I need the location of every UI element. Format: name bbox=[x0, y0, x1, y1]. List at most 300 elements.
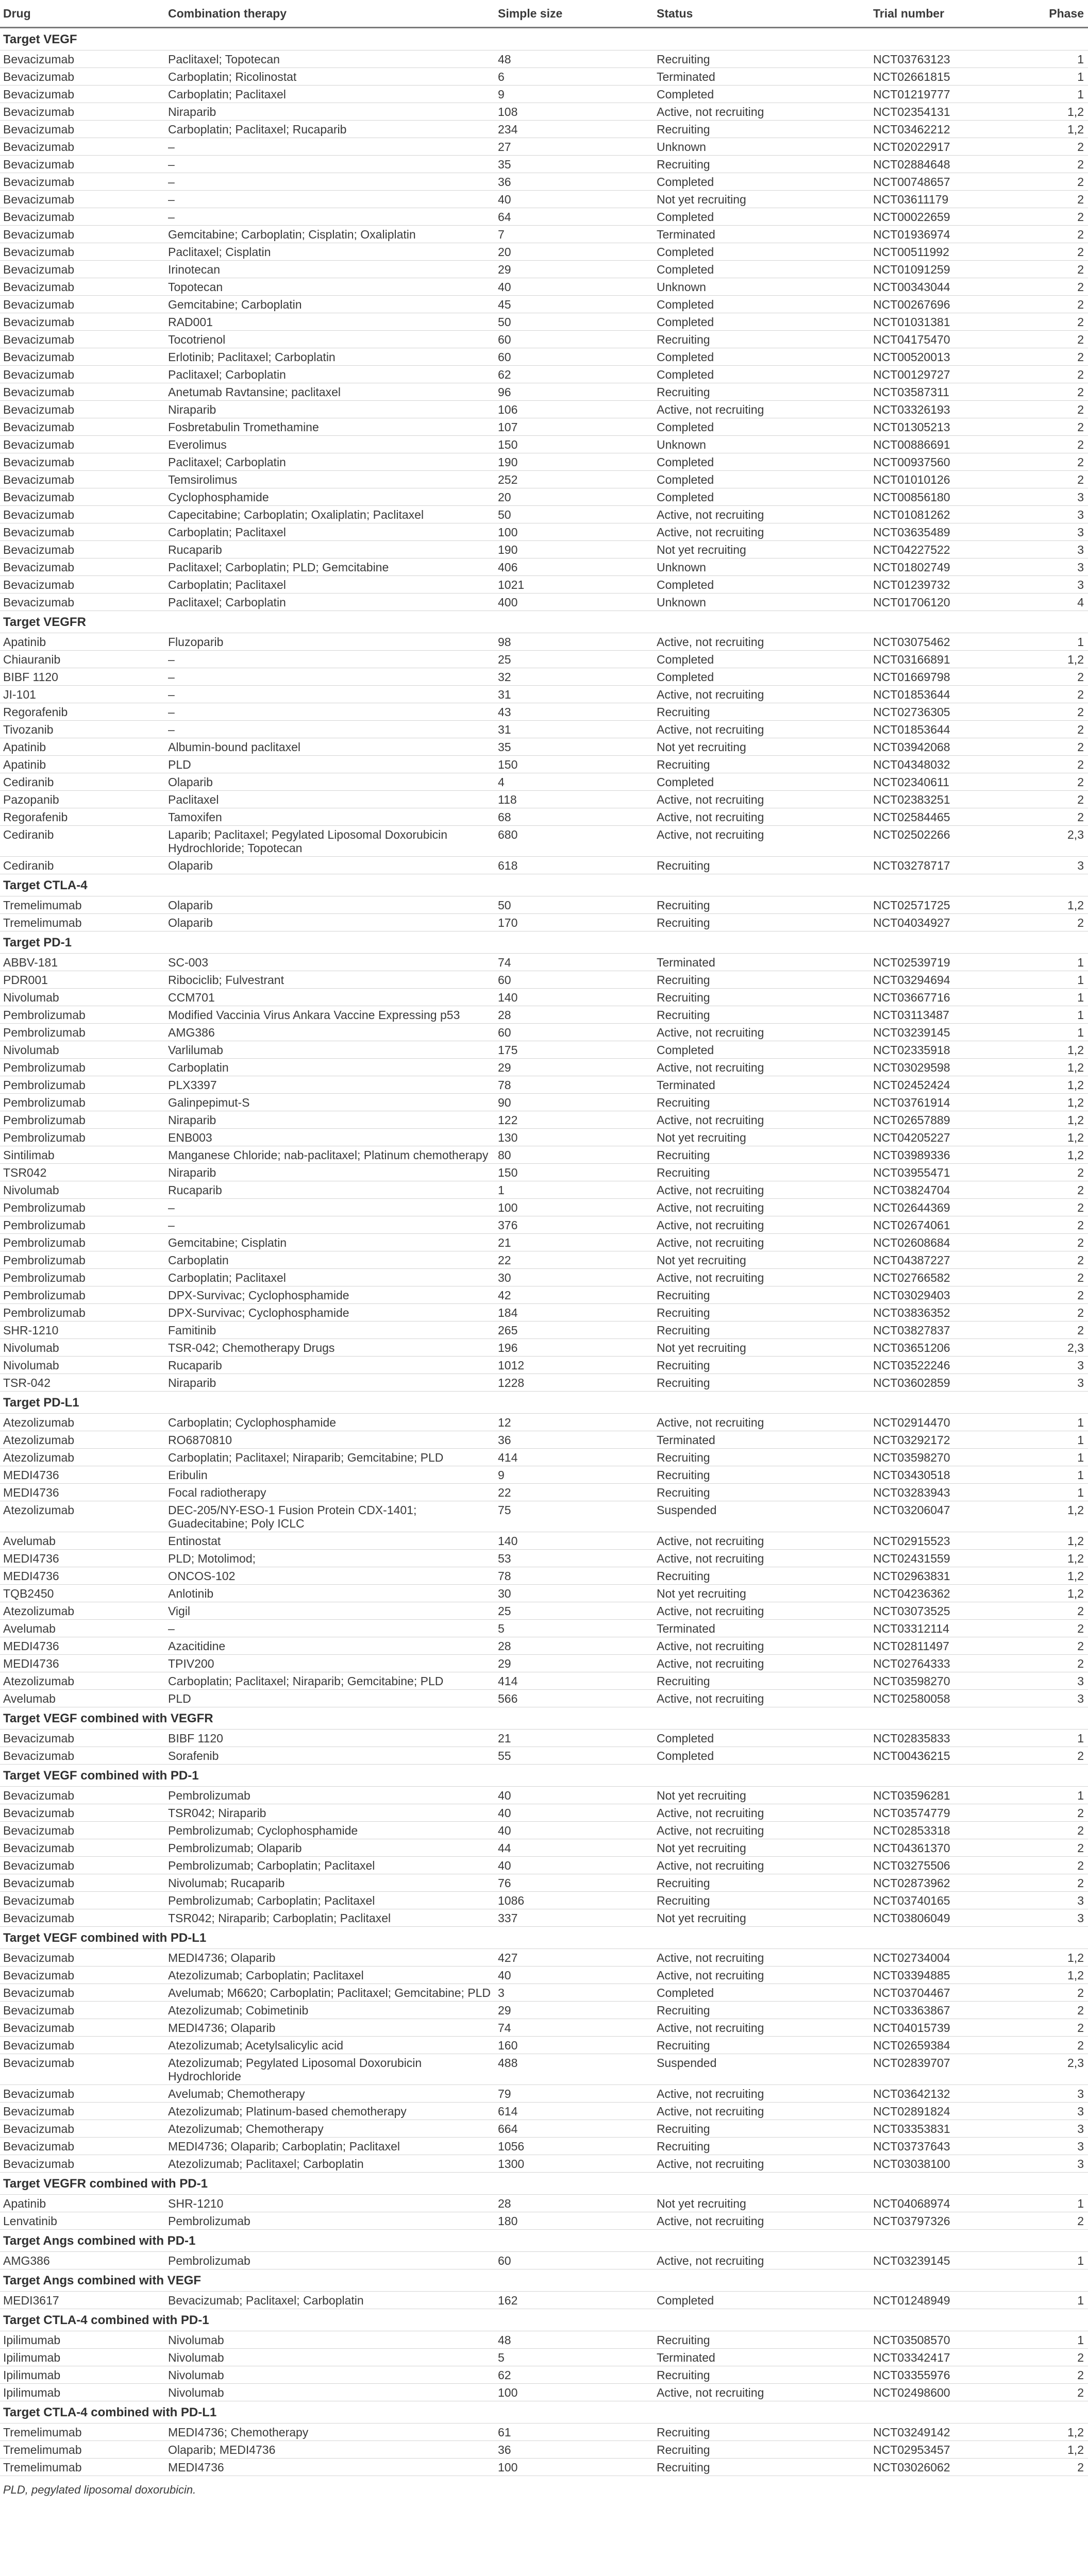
cell-phase: 2 bbox=[1036, 1857, 1088, 1874]
cell-phase: 2 bbox=[1036, 156, 1088, 173]
cell-sample-size: 30 bbox=[495, 1585, 654, 1602]
cell-trial-number: NCT00267696 bbox=[870, 296, 1036, 313]
cell-trial-number: NCT02431559 bbox=[870, 1550, 1036, 1567]
cell-phase: 3 bbox=[1036, 857, 1088, 874]
cell-trial-number: NCT03989336 bbox=[870, 1146, 1036, 1164]
cell-drug: Bevacizumab bbox=[0, 1839, 165, 1857]
cell-sample-size: 45 bbox=[495, 296, 654, 313]
cell-phase: 1 bbox=[1036, 68, 1088, 86]
cell-combination-therapy: Entinostat bbox=[165, 1532, 495, 1550]
cell-phase: 2 bbox=[1036, 471, 1088, 488]
cell-combination-therapy: Eribulin bbox=[165, 1466, 495, 1484]
cell-drug: Bevacizumab bbox=[0, 1874, 165, 1892]
cell-status: Active, not recruiting bbox=[654, 103, 870, 121]
cell-sample-size: 75 bbox=[495, 1501, 654, 1532]
cell-drug: Pembrolizumab bbox=[0, 1094, 165, 1111]
cell-trial-number: NCT01853644 bbox=[870, 686, 1036, 703]
cell-status: Recruiting bbox=[654, 121, 870, 138]
cell-status: Active, not recruiting bbox=[654, 686, 870, 703]
cell-sample-size: 1300 bbox=[495, 2155, 654, 2173]
cell-status: Recruiting bbox=[654, 1304, 870, 1321]
table-row bbox=[0, 243, 1088, 261]
cell-trial-number: NCT02734004 bbox=[870, 1949, 1036, 1967]
cell-sample-size: 406 bbox=[495, 558, 654, 576]
cell-trial-number: NCT02335918 bbox=[870, 1041, 1036, 1059]
cell-drug: Nivolumab bbox=[0, 989, 165, 1006]
cell-phase: 1 bbox=[1036, 954, 1088, 971]
cell-combination-therapy: Carboplatin; Paclitaxel; Niraparib; Gemcitabine; PLD bbox=[165, 1672, 495, 1690]
cell-sample-size: 96 bbox=[495, 383, 654, 401]
cell-status: Active, not recruiting bbox=[654, 826, 870, 857]
cell-combination-therapy: Pembrolizumab; Olaparib bbox=[165, 1839, 495, 1857]
cell-phase: 2 bbox=[1036, 138, 1088, 156]
table-row bbox=[0, 1251, 1088, 1269]
cell-trial-number: NCT02953457 bbox=[870, 2441, 1036, 2459]
table-row bbox=[0, 506, 1088, 523]
cell-trial-number: NCT02608684 bbox=[870, 1234, 1036, 1251]
table-row bbox=[0, 2155, 1088, 2173]
cell-sample-size: 29 bbox=[495, 2002, 654, 2019]
cell-drug: Nivolumab bbox=[0, 1041, 165, 1059]
cell-trial-number: NCT04387227 bbox=[870, 1251, 1036, 1269]
cell-phase: 2 bbox=[1036, 1804, 1088, 1822]
cell-sample-size: 68 bbox=[495, 808, 654, 826]
cell-drug: Pembrolizumab bbox=[0, 1024, 165, 1041]
cell-trial-number: NCT02340611 bbox=[870, 773, 1036, 791]
cell-phase: 2 bbox=[1036, 1321, 1088, 1339]
cell-status: Completed bbox=[654, 488, 870, 506]
cell-drug: Bevacizumab bbox=[0, 471, 165, 488]
cell-sample-size: 40 bbox=[495, 1967, 654, 1984]
cell-drug: Bevacizumab bbox=[0, 2155, 165, 2173]
cell-drug: Cediranib bbox=[0, 773, 165, 791]
cell-sample-size: 50 bbox=[495, 506, 654, 523]
table-row bbox=[0, 1304, 1088, 1321]
cell-drug: Bevacizumab bbox=[0, 558, 165, 576]
cell-phase: 2 bbox=[1036, 173, 1088, 191]
cell-status: Unknown bbox=[654, 138, 870, 156]
section-header-row bbox=[0, 2230, 1088, 2252]
cell-trial-number: NCT03704467 bbox=[870, 1984, 1036, 2002]
cell-trial-number: NCT00520013 bbox=[870, 348, 1036, 366]
cell-drug: Bevacizumab bbox=[0, 418, 165, 436]
cell-trial-number: NCT03073525 bbox=[870, 1602, 1036, 1620]
table-row bbox=[0, 331, 1088, 348]
cell-trial-number: NCT03763123 bbox=[870, 50, 1036, 68]
cell-drug: Bevacizumab bbox=[0, 436, 165, 453]
cell-combination-therapy: MEDI4736; Chemotherapy bbox=[165, 2424, 495, 2441]
cell-sample-size: 50 bbox=[495, 896, 654, 914]
cell-trial-number: NCT03278717 bbox=[870, 857, 1036, 874]
cell-drug: PDR001 bbox=[0, 971, 165, 989]
cell-drug: Atezolizumab bbox=[0, 1449, 165, 1466]
cell-combination-therapy: Manganese Chloride; nab-paclitaxel; Platinum chemotherapy bbox=[165, 1146, 495, 1164]
cell-drug: AMG386 bbox=[0, 2252, 165, 2269]
cell-status: Terminated bbox=[654, 1431, 870, 1449]
cell-trial-number: NCT04348032 bbox=[870, 756, 1036, 773]
table-row bbox=[0, 296, 1088, 313]
cell-combination-therapy: PLD; Motolimod; bbox=[165, 1550, 495, 1567]
cell-combination-therapy: Atezolizumab; Cobimetinib bbox=[165, 2002, 495, 2019]
table-row bbox=[0, 313, 1088, 331]
cell-combination-therapy: Gemcitabine; Carboplatin; Cisplatin; Oxaliplatin bbox=[165, 226, 495, 243]
table-row bbox=[0, 2349, 1088, 2366]
cell-trial-number: NCT03075462 bbox=[870, 633, 1036, 651]
cell-status: Active, not recruiting bbox=[654, 2085, 870, 2103]
cell-status: Recruiting bbox=[654, 1449, 870, 1466]
table-row bbox=[0, 436, 1088, 453]
cell-trial-number: NCT00511992 bbox=[870, 243, 1036, 261]
header-trial-number: Trial number bbox=[870, 0, 1036, 28]
cell-trial-number: NCT02022917 bbox=[870, 138, 1036, 156]
table-row bbox=[0, 523, 1088, 541]
table-row bbox=[0, 756, 1088, 773]
cell-status: Terminated bbox=[654, 954, 870, 971]
table-row bbox=[0, 668, 1088, 686]
table-row bbox=[0, 1637, 1088, 1655]
cell-phase: 2 bbox=[1036, 1216, 1088, 1234]
cell-phase: 1,2 bbox=[1036, 651, 1088, 668]
cell-status: Recruiting bbox=[654, 331, 870, 348]
cell-drug: Bevacizumab bbox=[0, 2037, 165, 2054]
table-row bbox=[0, 261, 1088, 278]
cell-drug: Tremelimumab bbox=[0, 2441, 165, 2459]
cell-phase: 2 bbox=[1036, 1199, 1088, 1216]
cell-sample-size: 427 bbox=[495, 1949, 654, 1967]
cell-phase: 3 bbox=[1036, 2120, 1088, 2138]
cell-sample-size: 79 bbox=[495, 2085, 654, 2103]
cell-combination-therapy: – bbox=[165, 668, 495, 686]
cell-trial-number: NCT01669798 bbox=[870, 668, 1036, 686]
cell-sample-size: 150 bbox=[495, 436, 654, 453]
cell-sample-size: 74 bbox=[495, 954, 654, 971]
cell-sample-size: 100 bbox=[495, 523, 654, 541]
section-title: Target CTLA-4 combined with PD-1 bbox=[0, 2309, 1088, 2331]
cell-combination-therapy: SC-003 bbox=[165, 954, 495, 971]
cell-combination-therapy: Niraparib bbox=[165, 1374, 495, 1392]
cell-phase: 1 bbox=[1036, 1466, 1088, 1484]
cell-status: Recruiting bbox=[654, 1484, 870, 1501]
section-title: Target Angs combined with PD-1 bbox=[0, 2230, 1088, 2252]
table-row bbox=[0, 488, 1088, 506]
cell-drug: Bevacizumab bbox=[0, 2054, 165, 2085]
cell-phase: 2 bbox=[1036, 1874, 1088, 1892]
cell-trial-number: NCT03574779 bbox=[870, 1804, 1036, 1822]
cell-combination-therapy: Atezolizumab; Pegylated Liposomal Doxorubicin Hydrochloride bbox=[165, 2054, 495, 2085]
cell-phase: 2 bbox=[1036, 2212, 1088, 2230]
cell-drug: Bevacizumab bbox=[0, 138, 165, 156]
cell-status: Active, not recruiting bbox=[654, 1602, 870, 1620]
cell-sample-size: 40 bbox=[495, 1787, 654, 1804]
cell-trial-number: NCT04175470 bbox=[870, 331, 1036, 348]
table-row bbox=[0, 2331, 1088, 2349]
cell-combination-therapy: Fosbretabulin Tromethamine bbox=[165, 418, 495, 436]
cell-sample-size: 21 bbox=[495, 1234, 654, 1251]
cell-trial-number: NCT00856180 bbox=[870, 488, 1036, 506]
table-row bbox=[0, 1787, 1088, 1804]
cell-sample-size: 20 bbox=[495, 488, 654, 506]
cell-status: Completed bbox=[654, 1041, 870, 1059]
cell-status: Recruiting bbox=[654, 756, 870, 773]
cell-combination-therapy: Anlotinib bbox=[165, 1585, 495, 1602]
cell-sample-size: 196 bbox=[495, 1339, 654, 1357]
cell-phase: 3 bbox=[1036, 2138, 1088, 2155]
cell-drug: Pembrolizumab bbox=[0, 1286, 165, 1304]
cell-sample-size: 55 bbox=[495, 1747, 654, 1765]
table-row bbox=[0, 2252, 1088, 2269]
cell-combination-therapy: Paclitaxel; Carboplatin bbox=[165, 594, 495, 611]
cell-drug: JI-101 bbox=[0, 686, 165, 703]
cell-status: Unknown bbox=[654, 594, 870, 611]
cell-status: Active, not recruiting bbox=[654, 1637, 870, 1655]
cell-phase: 1 bbox=[1036, 2292, 1088, 2309]
cell-phase: 2 bbox=[1036, 773, 1088, 791]
table-row bbox=[0, 1967, 1088, 1984]
cell-phase: 3 bbox=[1036, 558, 1088, 576]
cell-drug: Avelumab bbox=[0, 1690, 165, 1707]
cell-trial-number: NCT03038100 bbox=[870, 2155, 1036, 2173]
table-row bbox=[0, 1164, 1088, 1181]
table-row bbox=[0, 896, 1088, 914]
table-row bbox=[0, 1059, 1088, 1076]
cell-sample-size: 48 bbox=[495, 2331, 654, 2349]
cell-drug: Pembrolizumab bbox=[0, 1199, 165, 1216]
table-row bbox=[0, 2138, 1088, 2155]
cell-phase: 1,2 bbox=[1036, 2441, 1088, 2459]
table-row bbox=[0, 1129, 1088, 1146]
cell-phase: 3 bbox=[1036, 2103, 1088, 2120]
cell-sample-size: 337 bbox=[495, 1909, 654, 1927]
table-row bbox=[0, 989, 1088, 1006]
cell-sample-size: 414 bbox=[495, 1672, 654, 1690]
table-row bbox=[0, 1501, 1088, 1532]
cell-trial-number: NCT02915523 bbox=[870, 1532, 1036, 1550]
cell-trial-number: NCT02839707 bbox=[870, 2054, 1036, 2085]
table-row bbox=[0, 2120, 1088, 2138]
cell-combination-therapy: Nivolumab bbox=[165, 2349, 495, 2366]
table-row bbox=[0, 2002, 1088, 2019]
cell-drug: Bevacizumab bbox=[0, 1747, 165, 1765]
cell-sample-size: 80 bbox=[495, 1146, 654, 1164]
cell-combination-therapy: – bbox=[165, 208, 495, 226]
cell-phase: 2 bbox=[1036, 2019, 1088, 2037]
cell-combination-therapy: Carboplatin bbox=[165, 1251, 495, 1269]
cell-drug: Tivozanib bbox=[0, 721, 165, 738]
cell-sample-size: 1056 bbox=[495, 2138, 654, 2155]
cell-combination-therapy: Anetumab Ravtansine; paclitaxel bbox=[165, 383, 495, 401]
cell-phase: 2 bbox=[1036, 208, 1088, 226]
cell-phase: 1,2 bbox=[1036, 2424, 1088, 2441]
cell-trial-number: NCT01091259 bbox=[870, 261, 1036, 278]
table-row bbox=[0, 208, 1088, 226]
cell-combination-therapy: MEDI4736; Olaparib; Carboplatin; Paclitaxel bbox=[165, 2138, 495, 2155]
cell-drug: Atezolizumab bbox=[0, 1672, 165, 1690]
cell-trial-number: NCT01802749 bbox=[870, 558, 1036, 576]
cell-drug: Tremelimumab bbox=[0, 896, 165, 914]
cell-drug: Bevacizumab bbox=[0, 243, 165, 261]
cell-combination-therapy: – bbox=[165, 721, 495, 738]
cell-drug: MEDI4736 bbox=[0, 1484, 165, 1501]
table-row bbox=[0, 2441, 1088, 2459]
cell-trial-number: NCT00022659 bbox=[870, 208, 1036, 226]
cell-combination-therapy: Ribociclib; Fulvestrant bbox=[165, 971, 495, 989]
cell-combination-therapy: Cyclophosphamide bbox=[165, 488, 495, 506]
cell-drug: Bevacizumab bbox=[0, 156, 165, 173]
cell-combination-therapy: TSR042; Niraparib bbox=[165, 1804, 495, 1822]
cell-sample-size: 1228 bbox=[495, 1374, 654, 1392]
cell-sample-size: 130 bbox=[495, 1129, 654, 1146]
cell-drug: Bevacizumab bbox=[0, 488, 165, 506]
cell-combination-therapy: Olaparib bbox=[165, 914, 495, 931]
cell-phase: 2 bbox=[1036, 2349, 1088, 2366]
section-header-row bbox=[0, 28, 1088, 50]
table-row bbox=[0, 1690, 1088, 1707]
section-title: Target VEGF bbox=[0, 28, 1088, 50]
table-row bbox=[0, 2366, 1088, 2384]
cell-drug: Bevacizumab bbox=[0, 191, 165, 208]
cell-trial-number: NCT01239732 bbox=[870, 576, 1036, 594]
cell-trial-number: NCT02644369 bbox=[870, 1199, 1036, 1216]
cell-status: Recruiting bbox=[654, 1321, 870, 1339]
cell-phase: 4 bbox=[1036, 594, 1088, 611]
cell-status: Active, not recruiting bbox=[654, 1111, 870, 1129]
cell-status: Recruiting bbox=[654, 971, 870, 989]
cell-trial-number: NCT00436215 bbox=[870, 1747, 1036, 1765]
cell-trial-number: NCT03587311 bbox=[870, 383, 1036, 401]
cell-drug: Bevacizumab bbox=[0, 576, 165, 594]
table-row bbox=[0, 633, 1088, 651]
cell-trial-number: NCT01010126 bbox=[870, 471, 1036, 488]
cell-sample-size: 21 bbox=[495, 1730, 654, 1747]
cell-drug: Bevacizumab bbox=[0, 331, 165, 348]
cell-trial-number: NCT03761914 bbox=[870, 1094, 1036, 1111]
cell-phase: 2 bbox=[1036, 2037, 1088, 2054]
cell-sample-size: 4 bbox=[495, 773, 654, 791]
cell-status: Recruiting bbox=[654, 1374, 870, 1392]
cell-status: Recruiting bbox=[654, 2138, 870, 2155]
cell-drug: Pembrolizumab bbox=[0, 1251, 165, 1269]
cell-status: Recruiting bbox=[654, 1357, 870, 1374]
cell-combination-therapy: Rucaparib bbox=[165, 1357, 495, 1374]
cell-sample-size: 107 bbox=[495, 418, 654, 436]
table-row bbox=[0, 1181, 1088, 1199]
cell-drug: Bevacizumab bbox=[0, 453, 165, 471]
cell-sample-size: 20 bbox=[495, 243, 654, 261]
cell-status: Terminated bbox=[654, 1620, 870, 1637]
cell-trial-number: NCT03635489 bbox=[870, 523, 1036, 541]
cell-sample-size: 106 bbox=[495, 401, 654, 418]
cell-combination-therapy: Tocotrienol bbox=[165, 331, 495, 348]
cell-drug: Avelumab bbox=[0, 1620, 165, 1637]
table-row bbox=[0, 418, 1088, 436]
table-row bbox=[0, 791, 1088, 808]
cell-trial-number: NCT04034927 bbox=[870, 914, 1036, 931]
cell-trial-number: NCT03239145 bbox=[870, 2252, 1036, 2269]
cell-combination-therapy: – bbox=[165, 1216, 495, 1234]
table-row bbox=[0, 1822, 1088, 1839]
cell-trial-number: NCT03598270 bbox=[870, 1672, 1036, 1690]
cell-combination-therapy: Pembrolizumab bbox=[165, 2252, 495, 2269]
cell-drug: Bevacizumab bbox=[0, 348, 165, 366]
cell-trial-number: NCT03166891 bbox=[870, 651, 1036, 668]
cell-status: Not yet recruiting bbox=[654, 191, 870, 208]
section-title: Target PD-1 bbox=[0, 931, 1088, 954]
cell-combination-therapy: Galinpepimut-S bbox=[165, 1094, 495, 1111]
cell-phase: 2 bbox=[1036, 1984, 1088, 2002]
cell-combination-therapy: AMG386 bbox=[165, 1024, 495, 1041]
cell-status: Recruiting bbox=[654, 1892, 870, 1909]
cell-drug: Regorafenib bbox=[0, 808, 165, 826]
cell-drug: Bevacizumab bbox=[0, 1949, 165, 1967]
cell-status: Active, not recruiting bbox=[654, 1655, 870, 1672]
cell-phase: 3 bbox=[1036, 541, 1088, 558]
cell-combination-therapy: – bbox=[165, 1620, 495, 1637]
table-row bbox=[0, 1216, 1088, 1234]
cell-combination-therapy: Topotecan bbox=[165, 278, 495, 296]
cell-drug: Atezolizumab bbox=[0, 1602, 165, 1620]
cell-combination-therapy: Olaparib bbox=[165, 773, 495, 791]
cell-status: Not yet recruiting bbox=[654, 1251, 870, 1269]
cell-phase: 2 bbox=[1036, 668, 1088, 686]
cell-status: Recruiting bbox=[654, 2366, 870, 2384]
cell-trial-number: NCT03326193 bbox=[870, 401, 1036, 418]
cell-trial-number: NCT03283943 bbox=[870, 1484, 1036, 1501]
cell-drug: Apatinib bbox=[0, 633, 165, 651]
table-row bbox=[0, 453, 1088, 471]
cell-phase: 1 bbox=[1036, 1024, 1088, 1041]
table-row bbox=[0, 1286, 1088, 1304]
cell-drug: Tremelimumab bbox=[0, 2459, 165, 2476]
cell-trial-number: NCT01248949 bbox=[870, 2292, 1036, 2309]
cell-combination-therapy: Niraparib bbox=[165, 103, 495, 121]
cell-drug: MEDI3617 bbox=[0, 2292, 165, 2309]
cell-drug: Bevacizumab bbox=[0, 541, 165, 558]
cell-combination-therapy: Atezolizumab; Carboplatin; Paclitaxel bbox=[165, 1967, 495, 1984]
cell-drug: Cediranib bbox=[0, 826, 165, 857]
cell-status: Completed bbox=[654, 1747, 870, 1765]
cell-status: Active, not recruiting bbox=[654, 1550, 870, 1567]
section-title: Target CTLA-4 combined with PD-L1 bbox=[0, 2401, 1088, 2424]
table-row bbox=[0, 1949, 1088, 1967]
cell-drug: BIBF 1120 bbox=[0, 668, 165, 686]
table-row bbox=[0, 1199, 1088, 1216]
cell-combination-therapy: Pembrolizumab; Carboplatin; Paclitaxel bbox=[165, 1892, 495, 1909]
cell-combination-therapy: TPIV200 bbox=[165, 1655, 495, 1672]
section-title: Target CTLA-4 bbox=[0, 874, 1088, 896]
cell-drug: Apatinib bbox=[0, 756, 165, 773]
table-row bbox=[0, 86, 1088, 103]
cell-phase: 3 bbox=[1036, 1909, 1088, 1927]
cell-trial-number: NCT02383251 bbox=[870, 791, 1036, 808]
cell-combination-therapy: PLX3397 bbox=[165, 1076, 495, 1094]
cell-trial-number: NCT03611179 bbox=[870, 191, 1036, 208]
cell-trial-number: NCT03596281 bbox=[870, 1787, 1036, 1804]
cell-trial-number: NCT02873962 bbox=[870, 1874, 1036, 1892]
cell-sample-size: 31 bbox=[495, 721, 654, 738]
cell-sample-size: 60 bbox=[495, 1024, 654, 1041]
cell-sample-size: 62 bbox=[495, 366, 654, 383]
cell-status: Recruiting bbox=[654, 1094, 870, 1111]
cell-sample-size: 140 bbox=[495, 989, 654, 1006]
cell-sample-size: 150 bbox=[495, 756, 654, 773]
cell-status: Completed bbox=[654, 668, 870, 686]
cell-status: Active, not recruiting bbox=[654, 1059, 870, 1076]
table-row bbox=[0, 2019, 1088, 2037]
cell-drug: Bevacizumab bbox=[0, 2103, 165, 2120]
cell-drug: Bevacizumab bbox=[0, 383, 165, 401]
cell-phase: 1 bbox=[1036, 1431, 1088, 1449]
cell-drug: Sintilimab bbox=[0, 1146, 165, 1164]
